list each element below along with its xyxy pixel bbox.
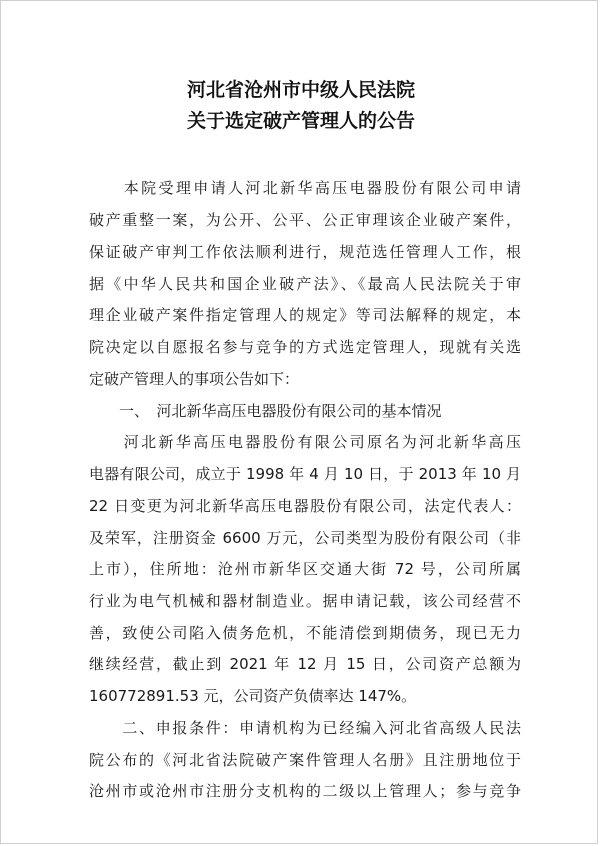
paragraph-line: 破产重整一案，为公开、公平、公正审理该企业破产案件，	[89, 211, 521, 229]
paragraph-line: 保证破产审判工作依法顺利进行，规范选任管理人工作，根	[89, 243, 521, 261]
paragraph-line: 据《中华人民共和国企业破产法》、《最高人民法院关于审	[89, 275, 521, 293]
paragraph-line: 沧州市或沧州市注册分支机构的二级以上管理人；参与竞争	[89, 782, 521, 800]
paragraph-line: 及荣军，注册资金 6600 万元，公司类型为股份有限公司（非	[89, 529, 521, 547]
paragraph-line: 本院受理申请人河北新华高压电器股份有限公司申请	[89, 179, 521, 197]
paragraph-line: 电器有限公司，成立于 1998 年 4 月 10 日，于 2013 年 10 月	[89, 465, 521, 483]
paragraph-line: 理企业破产案件指定管理人的规定》等司法解释的规定，本	[89, 306, 521, 324]
paragraph-line: 行业为电气机械和器材制造业。据申请记载，该公司经营不	[89, 592, 521, 610]
section-heading-1: 一、 河北新华高压电器股份有限公司的基本情况	[89, 402, 442, 420]
notice-title: 关于选定破产管理人的公告	[186, 110, 415, 132]
paragraph-line: 上市），住所地：沧州市新华区交通大街 72 号，公司所属	[89, 560, 521, 578]
paragraph-line: 定破产管理人的事项公告如下：	[89, 370, 300, 388]
paragraph-line: 河北新华高压电器股份有限公司原名为河北新华高压	[89, 433, 521, 451]
court-name: 河北省沧州市中级人民法院	[186, 79, 415, 101]
paragraph-line: 院公布的《河北省法院破产案件管理人名册》且注册地位于	[89, 751, 521, 769]
paragraph-line: 院决定以自愿报名参与竞争的方式选定管理人，现就有关选	[89, 338, 521, 356]
paragraph-line: 160772891.53 元，公司资产负债率达 147%。	[89, 687, 417, 705]
paragraph-line: 善，致使公司陷入债务危机，不能清偿到期债务，现已无力	[89, 624, 521, 642]
paragraph-line: 继续经营，截止到 2021 年 12 月 15 日，公司资产总额为	[89, 655, 521, 673]
paragraph-line: 二、申报条件：申请机构为已经编入河北省高级人民法	[89, 719, 521, 737]
paragraph-line: 22 日变更为河北新华高压电器股份有限公司，法定代表人：	[89, 497, 521, 515]
